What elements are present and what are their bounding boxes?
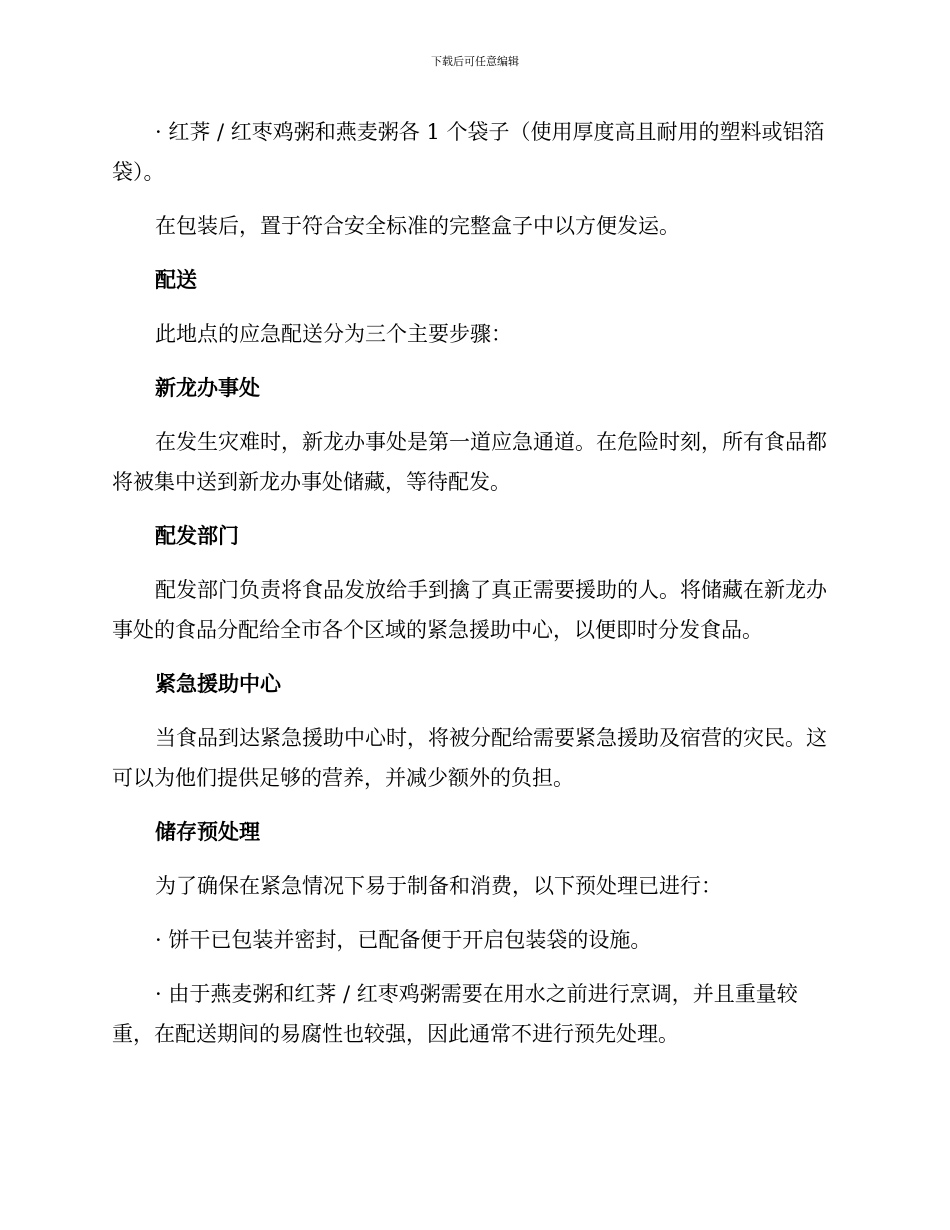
paragraph-bag-list-item: · 红荠 / 红枣鸡粥和燕麦粥各 1 个袋子（使用厚度高且耐用的塑料或铝箔袋）。 — [112, 120, 825, 184]
paragraph-packing: 在包装后，置于符合安全标准的完整盒子中以方便发运。 — [155, 214, 680, 238]
heading-storage-preprocessing: 储存预处理 — [155, 820, 260, 844]
paragraph-preprocessing-intro: 为了确保在紧急情况下易于制备和消费，以下预处理已进行： — [155, 874, 722, 898]
paragraph-delivery-steps: 此地点的应急配送分为三个主要步骤： — [155, 322, 512, 346]
paragraph-biscuit-item: · 饼干已包装并密封，已配备便于开启包装袋的设施。 — [155, 928, 652, 952]
paragraph-xinlong-office: 在发生灾难时，新龙办事处是第一道应急通道。在危险时刻，所有食品都将被集中送到新龙办事处储藏，等待配发。 — [112, 430, 827, 494]
paragraph-porridge-item: · 由于燕麦粥和红荠 / 红枣鸡粥需要在用水之前进行烹调，并且重量较重，在配送期间的易腐性也较强，因此通常不进行预先处理。 — [112, 982, 798, 1046]
page-header: 下载后可任意编辑 — [431, 55, 519, 68]
heading-delivery: 配送 — [155, 268, 197, 292]
document-body — [112, 112, 832, 1068]
heading-emergency-center: 紧急援助中心 — [155, 672, 281, 696]
heading-distribution-dept: 配发部门 — [155, 524, 239, 548]
paragraph-emergency-center: 当食品到达紧急援助中心时，将被分配给需要紧急援助及宿营的灾民。这可以为他们提供足够的营养，并减少额外的负担。 — [112, 726, 827, 790]
heading-xinlong-office: 新龙办事处 — [155, 376, 260, 400]
paragraph-distribution-dept: 配发部门负责将食品发放给手到擒了真正需要援助的人。将储藏在新龙办事处的食品分配给全市各个区域的紧急援助中心，以便即时分发食品。 — [112, 578, 827, 642]
